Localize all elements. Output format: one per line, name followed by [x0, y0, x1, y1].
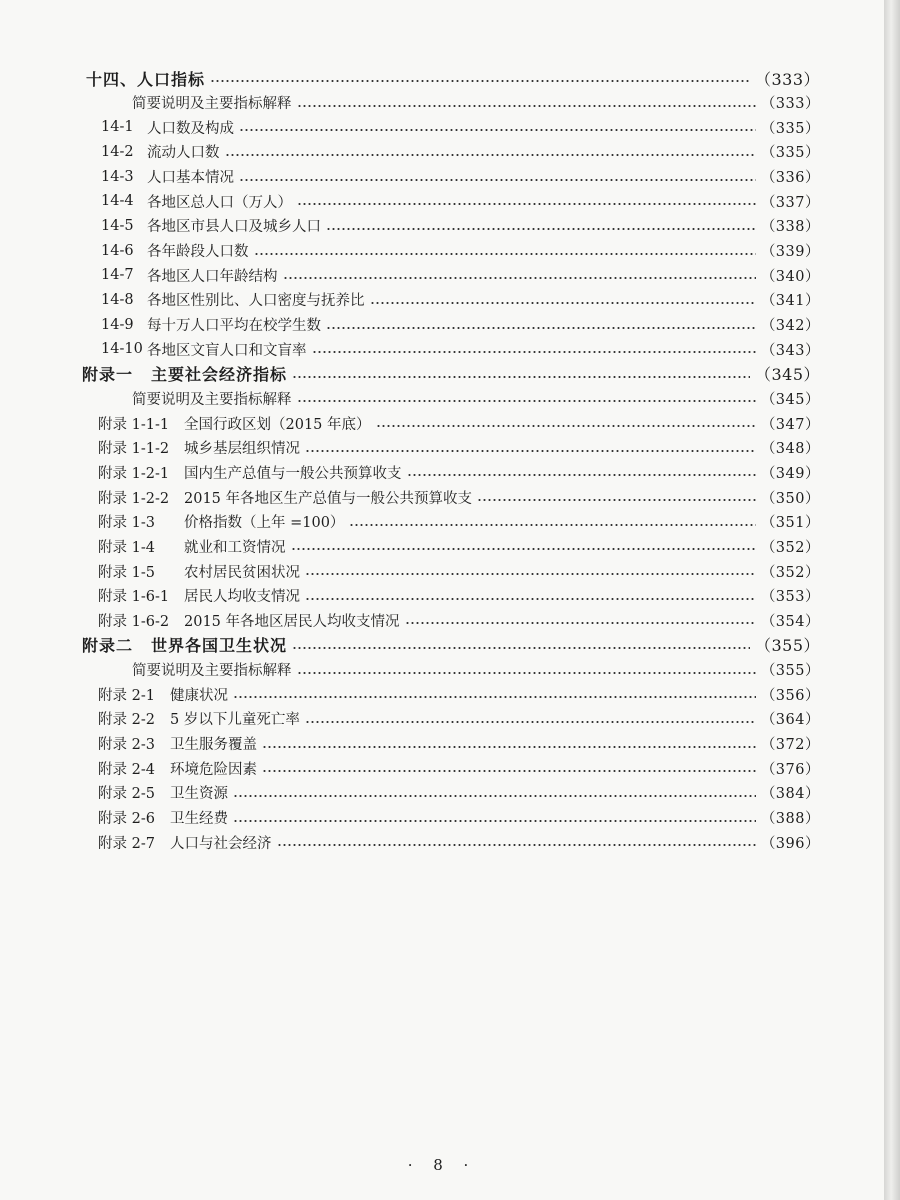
toc-entry-number: 附录 1-1-2	[98, 441, 170, 458]
toc-entry-title: 卫生服务覆盖	[170, 737, 257, 754]
toc-entry[interactable]	[98, 806, 820, 830]
toc-entry-page: （348）	[760, 441, 820, 458]
toc-entry-number: 附录 2-1	[98, 687, 155, 704]
toc-entry-number: 附录 1-4	[98, 539, 155, 556]
toc-entry-title: 环境危险因素	[170, 761, 257, 778]
toc-entry-number: 14-4	[101, 193, 134, 210]
toc-entry[interactable]	[98, 608, 820, 632]
toc-entry-page: （337）	[760, 194, 820, 211]
toc-entry-number: 附录 1-1-1	[98, 416, 170, 433]
dot-leader	[477, 499, 756, 501]
toc-entry-title: 各地区人口年龄结构	[147, 268, 278, 285]
toc-entry-page: （354）	[760, 613, 820, 630]
toc-entry[interactable]	[82, 362, 820, 386]
toc-entry-page: （345）	[754, 365, 820, 385]
toc-entry-page: （333）	[760, 96, 820, 113]
toc-entry[interactable]	[98, 559, 820, 583]
dot-leader	[407, 474, 756, 476]
dot-leader	[297, 400, 756, 402]
dot-leader	[370, 302, 756, 304]
toc-entry-title: 简要说明及主要指标解释	[132, 391, 292, 408]
toc-entry-number: 14-1	[101, 119, 134, 136]
toc-entry-title: 各地区总人口（万人）	[147, 194, 292, 211]
toc-entry-page: （341）	[760, 293, 820, 310]
toc-entry-title: 人口与社会经济	[170, 835, 272, 852]
toc-entry-title: 就业和工资情况	[184, 539, 286, 556]
toc-entry[interactable]	[132, 658, 820, 682]
toc-entry-page: （338）	[760, 219, 820, 236]
toc-entry-number: 附录 1-2-1	[98, 465, 170, 482]
toc-entry-page: （347）	[760, 416, 820, 433]
toc-entry-title: 主要社会经济指标	[151, 365, 288, 385]
dot-leader	[277, 844, 756, 846]
toc-entry-page: （339）	[760, 244, 820, 261]
toc-entry[interactable]	[101, 337, 820, 361]
toc-entry-page: （351）	[760, 515, 820, 532]
toc-entry-page: （352）	[760, 564, 820, 581]
toc-entry[interactable]	[98, 534, 820, 558]
toc-entry-number: 附录 2-6	[98, 811, 155, 827]
toc-entry[interactable]	[101, 115, 820, 139]
toc-entry[interactable]	[98, 510, 820, 534]
toc-entry-number: 附录 2-3	[98, 737, 155, 754]
toc-entry-number: 附录 2-4	[98, 761, 155, 778]
toc-entry[interactable]	[132, 386, 820, 410]
dot-leader	[254, 253, 756, 255]
toc-entry[interactable]	[98, 830, 820, 854]
toc-entry-title: 各地区文盲人口和文盲率	[147, 342, 307, 359]
toc-entry-title: 人口数及构成	[147, 120, 234, 137]
toc-entry[interactable]	[98, 460, 820, 484]
page-number: · 8 ·	[407, 1156, 477, 1174]
toc-entry-title: 简要说明及主要指标解释	[132, 96, 292, 113]
toc-entry-title: 简要说明及主要指标解释	[132, 663, 292, 680]
toc-entry[interactable]	[101, 313, 820, 337]
toc-entry[interactable]	[98, 781, 820, 805]
toc-entry[interactable]	[101, 263, 820, 287]
toc-entry-number: 14-5	[101, 217, 134, 234]
toc-entry[interactable]	[82, 633, 820, 657]
toc-entry-title: 各地区性别比、人口密度与抚养比	[147, 293, 365, 310]
toc-entry-title: 农村居民贫困状况	[184, 564, 300, 581]
toc-entry-page: （372）	[760, 737, 820, 754]
dot-leader	[262, 746, 756, 748]
toc-entry-title: 卫生资源	[170, 786, 228, 803]
dot-leader	[233, 696, 756, 698]
toc-entry-page: （335）	[760, 145, 820, 162]
toc-entry-title: 卫生经费	[170, 811, 228, 827]
dot-leader	[233, 795, 756, 797]
toc-entry-title: 世界各国卫生状况	[151, 636, 288, 656]
toc-entry[interactable]	[98, 707, 820, 731]
toc-entry-title: 人口指标	[137, 69, 206, 89]
toc-entry-page: （355）	[760, 663, 820, 680]
toc-entry-page: （335）	[760, 120, 820, 137]
toc-entry-page: （388）	[760, 811, 820, 827]
dot-leader	[305, 721, 756, 723]
toc-entry[interactable]	[132, 91, 820, 115]
toc-entry-number: 14-3	[101, 168, 134, 185]
dot-leader	[376, 425, 756, 427]
dot-leader	[210, 80, 750, 82]
toc-entry-number: 附录一	[82, 365, 134, 385]
toc-entry-number: 14-9	[101, 316, 134, 333]
book-spine-shadow	[884, 0, 900, 1200]
toc-entry-number: 附录 1-6-1	[98, 589, 170, 606]
toc-entry-page: （343）	[760, 342, 820, 359]
dot-leader	[292, 647, 750, 649]
toc-entry-page: （364）	[760, 712, 820, 729]
dot-leader	[305, 573, 756, 575]
toc-entry-title: 人口基本情况	[147, 170, 234, 187]
toc-entry-page: （349）	[760, 465, 820, 482]
toc-entry-page: （340）	[760, 268, 820, 285]
toc-entry[interactable]	[101, 239, 820, 263]
toc-entry-page: （352）	[760, 539, 820, 556]
toc-entry-page: （376）	[760, 761, 820, 778]
toc-entry-title: 健康状况	[170, 687, 228, 704]
toc-entry-page: （333）	[754, 69, 820, 89]
toc-entry-number: 附录 1-2-2	[98, 490, 170, 507]
toc-entry-number: 14-2	[101, 143, 134, 160]
toc-entry-page: （356）	[760, 687, 820, 704]
toc-entry-number: 附录 1-5	[98, 564, 155, 581]
dot-leader	[312, 351, 756, 353]
toc-entry[interactable]	[98, 756, 820, 780]
toc-entry[interactable]	[101, 288, 820, 312]
toc-entry-number: 附录 2-2	[98, 712, 155, 729]
toc-entry-title: 全国行政区划（2015 年底）	[184, 416, 371, 433]
toc-entry-number: 附录 2-5	[98, 786, 155, 803]
toc-entry-number: 附录二	[82, 636, 134, 656]
toc-entry[interactable]	[98, 584, 820, 608]
dot-leader	[291, 548, 756, 550]
toc-entry[interactable]	[98, 411, 820, 435]
toc-entry-title: 各年龄段人口数	[147, 244, 249, 261]
dot-leader	[405, 622, 756, 624]
toc-entry[interactable]	[86, 66, 820, 90]
dot-leader	[349, 524, 755, 526]
toc-entry-page: （345）	[760, 391, 820, 408]
toc-entry[interactable]	[101, 214, 820, 238]
toc-entry-title: 居民人均收支情况	[184, 589, 300, 606]
toc-entry[interactable]	[101, 140, 820, 164]
dot-leader	[297, 105, 756, 107]
toc-entry[interactable]	[98, 732, 820, 756]
toc-entry-title: 流动人口数	[147, 145, 220, 162]
toc-entry-title: 5 岁以下儿童死亡率	[170, 712, 300, 729]
toc-entry-title: 每十万人口平均在校学生数	[147, 318, 321, 334]
dot-leader	[239, 179, 756, 181]
toc-entry[interactable]	[98, 682, 820, 706]
toc-entry-page: （355）	[754, 636, 820, 656]
toc-entry-title: 价格指数（上年 =100）	[184, 515, 345, 532]
dot-leader	[297, 672, 756, 674]
toc-entry-page: （384）	[760, 786, 820, 803]
toc-entry-number: 14-6	[101, 242, 134, 259]
dot-leader	[225, 154, 756, 156]
toc-entry[interactable]	[98, 485, 820, 509]
toc-entry-number: 14-8	[101, 291, 134, 308]
toc-entry[interactable]	[101, 165, 820, 189]
dot-leader	[283, 277, 756, 279]
toc-entry-number: 十四、	[86, 69, 138, 89]
toc-entry-number: 附录 1-6-2	[98, 613, 170, 630]
toc-entry-title: 各地区市县人口及城乡人口	[147, 219, 321, 236]
dot-leader	[326, 327, 756, 329]
toc-entry-page: （353）	[760, 589, 820, 606]
toc-entry-number: 附录 2-7	[98, 835, 155, 852]
toc-entry-page: （336）	[760, 170, 820, 187]
toc-entry-number: 附录 1-3	[98, 515, 155, 532]
toc-entry-title: 2015 年各地区生产总值与一般公共预算收支	[184, 490, 473, 507]
toc-entry-number: 14-10	[101, 341, 143, 358]
dot-leader	[305, 450, 756, 452]
dot-leader	[262, 770, 756, 772]
dot-leader	[326, 228, 756, 230]
toc-entry-page: （342）	[760, 318, 820, 334]
dot-leader	[297, 203, 756, 205]
toc-entry-title: 城乡基层组织情况	[184, 441, 300, 458]
toc-entry-page: （350）	[760, 490, 820, 507]
toc-entry-number: 14-7	[101, 267, 134, 284]
dot-leader	[305, 598, 756, 600]
toc-entry-title: 国内生产总值与一般公共预算收支	[184, 465, 402, 482]
toc-entry[interactable]	[101, 189, 820, 213]
dot-leader	[233, 820, 756, 822]
toc-entry-title: 2015 年各地区居民人均收支情况	[184, 613, 400, 630]
dot-leader	[239, 129, 756, 131]
toc-entry[interactable]	[98, 436, 820, 460]
dot-leader	[292, 376, 750, 378]
toc-entry-page: （396）	[760, 835, 820, 852]
